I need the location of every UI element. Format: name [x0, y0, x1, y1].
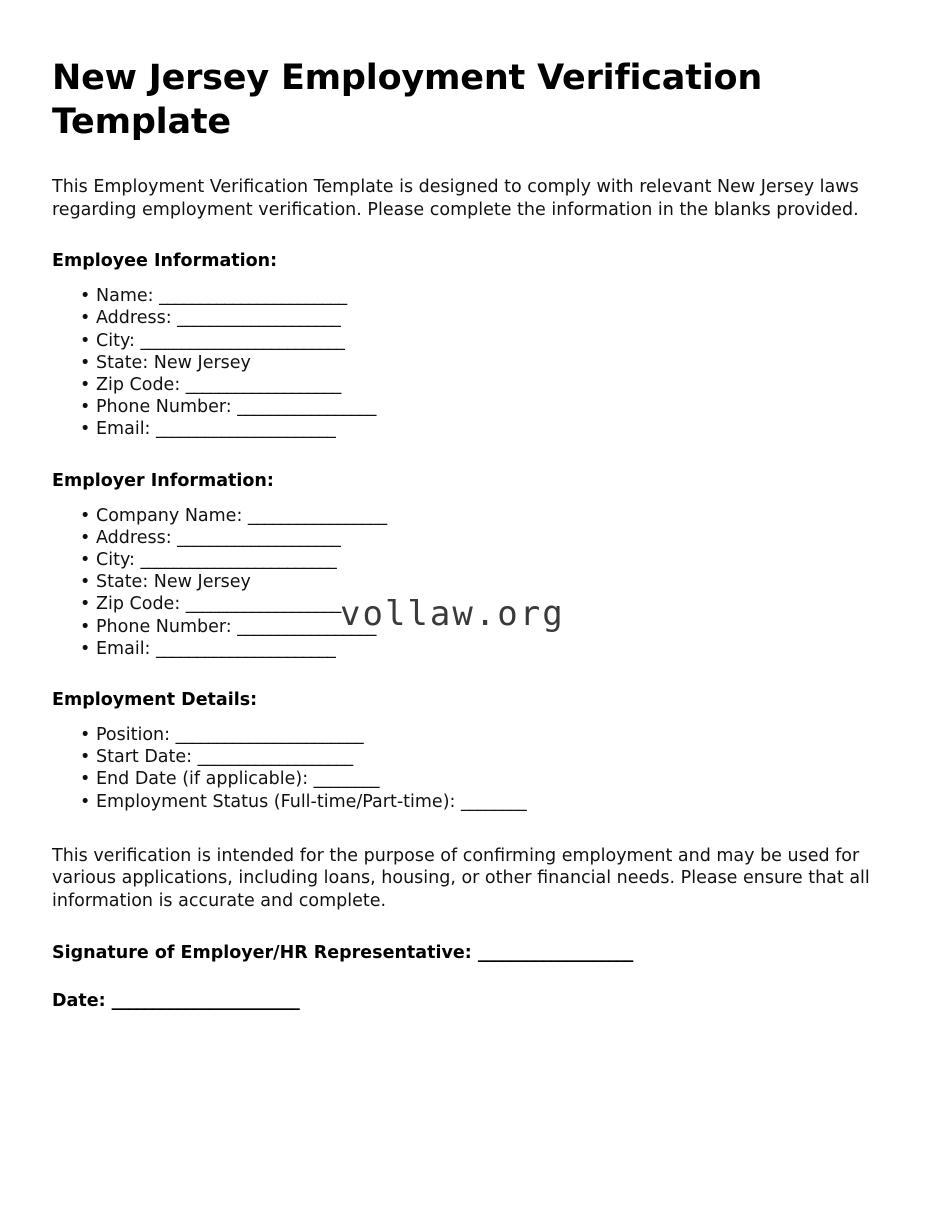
signature-blank[interactable]: ___________________	[477, 942, 633, 963]
date-label: Date:	[52, 990, 106, 1011]
signature-label: Signature of Employer/HR Representative:	[52, 942, 472, 963]
field-blank[interactable]: ___________________	[185, 594, 341, 615]
field-label: Start Date:	[96, 747, 193, 768]
field-value: New Jersey	[153, 352, 251, 373]
list-item	[52, 352, 872, 374]
field-label: State:	[96, 352, 149, 373]
field-blank[interactable]: ________	[461, 791, 527, 812]
list-item	[52, 724, 872, 746]
date-line	[52, 990, 872, 1012]
field-label: Address:	[96, 308, 172, 329]
employer-information-heading: Employer Information:	[52, 470, 274, 491]
list-item	[52, 527, 872, 549]
field-label: Zip Code:	[96, 375, 181, 395]
field-label: Position:	[96, 725, 171, 746]
list-item	[52, 593, 872, 615]
field-blank[interactable]: _______________________	[159, 286, 347, 307]
list-item	[52, 307, 872, 329]
field-blank[interactable]: ___________________	[197, 747, 353, 768]
list-item	[52, 616, 872, 638]
list-item	[52, 505, 872, 527]
field-blank[interactable]: _________________	[237, 616, 376, 637]
field-label: Email:	[96, 419, 151, 440]
field-blank[interactable]: ______________________	[156, 419, 336, 440]
page-title: New Jersey Employment Verification Template	[52, 58, 763, 142]
field-blank[interactable]: ______________________	[156, 638, 336, 659]
closing-paragraph: This verification is intended for the purpose of confirming employment and may be used for various applications, including loans, housing, or other financial needs. Please ensure that all information is accurate and complete.	[52, 845, 870, 912]
field-blank[interactable]: ___________________	[185, 375, 341, 395]
watermark: vollaw.org	[340, 594, 565, 634]
list-item	[52, 746, 872, 768]
list-item	[52, 374, 872, 396]
date-blank[interactable]: _______________________	[111, 990, 300, 1011]
field-label: Email:	[96, 638, 151, 659]
list-item	[52, 549, 872, 571]
field-label: End Date (if applicable):	[96, 769, 309, 790]
field-label: Zip Code:	[96, 594, 181, 615]
list-item	[52, 396, 872, 418]
field-label: City:	[96, 330, 135, 351]
list-item	[52, 791, 872, 813]
field-blank[interactable]: ________________________	[140, 550, 337, 571]
field-blank[interactable]: _________________	[237, 397, 376, 418]
list-item	[52, 571, 872, 593]
field-label: Phone Number:	[96, 616, 232, 637]
field-blank[interactable]: _________________	[247, 505, 387, 526]
field-label: Phone Number:	[96, 397, 232, 418]
list-item	[52, 418, 872, 440]
field-label: Name:	[96, 286, 154, 307]
field-label: Company Name:	[96, 505, 243, 526]
employer-information-list	[52, 505, 872, 660]
field-label: Employment Status (Full-time/Part-time):	[96, 791, 456, 812]
list-item	[52, 768, 872, 790]
field-blank[interactable]: _______________________	[175, 725, 364, 746]
document-content	[52, 56, 872, 1012]
field-label: City:	[96, 550, 135, 571]
field-label: State:	[96, 572, 149, 593]
field-blank[interactable]: ________	[313, 769, 379, 790]
intro-paragraph: This Employment Verification Template is designed to comply with relevant New Jersey laws regarding employment verification. Please complete the information in the blanks provided.	[52, 177, 859, 220]
field-blank[interactable]: ____________________	[177, 527, 341, 548]
employment-details-list	[52, 724, 872, 813]
list-item	[52, 285, 872, 307]
list-item	[52, 330, 872, 352]
field-label: Address:	[96, 527, 172, 548]
signature-line	[52, 942, 872, 964]
field-blank[interactable]: ____________________	[177, 308, 341, 329]
list-item	[52, 638, 872, 660]
field-value: New Jersey	[153, 572, 251, 593]
employment-details-heading: Employment Details:	[52, 690, 258, 711]
field-blank[interactable]: _________________________	[140, 330, 345, 351]
employee-information-heading: Employee Information:	[52, 251, 278, 272]
employee-information-list	[52, 285, 872, 440]
